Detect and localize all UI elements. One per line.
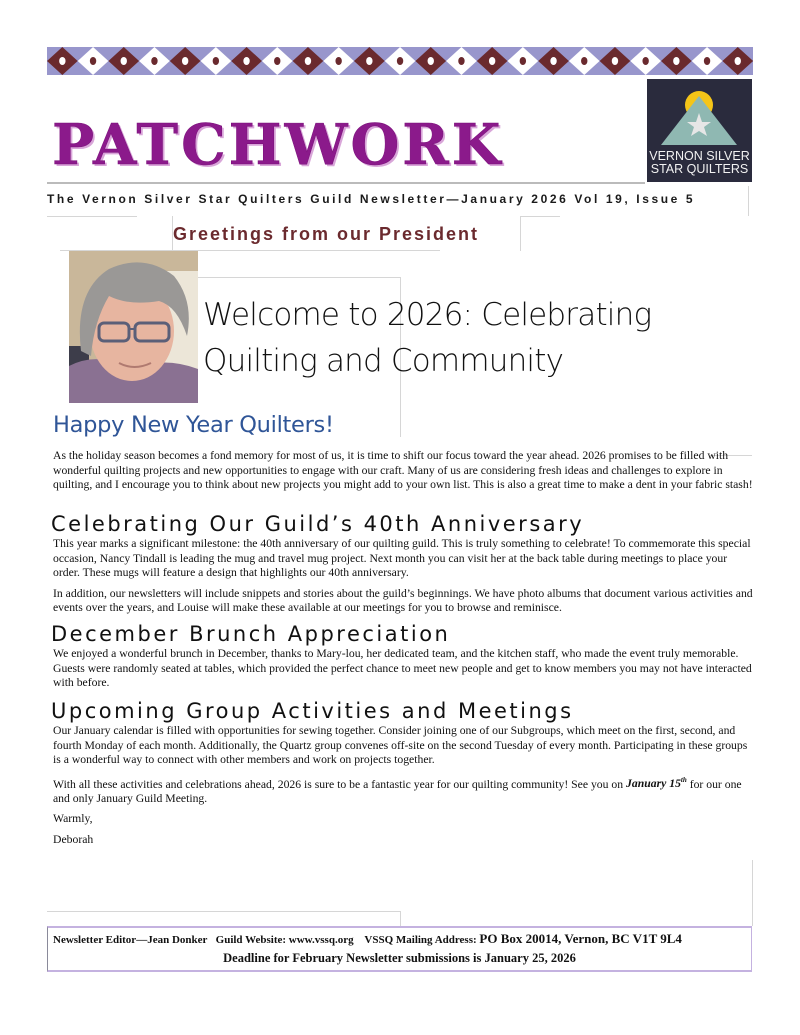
paragraph: Our January calendar is filled with opportunities for sewing together. Consider joining one of our Subgroups, which meet on the first, second, and fourth Monday of each month. Additionally, the Quartz group convenes off-site on the second Tuesday of every month. Participating in these groups is a wonderful way to connect with other members and work on projects together. [53,724,748,766]
banner-dot [397,57,403,65]
intro-paragraph [53,449,753,499]
frame-divider [400,911,401,927]
paragraph: This year marks a significant milestone: the 40th anniversary of our quilting guild. This is truly something to celebrate! To commemorate this special occasion, Nancy Tindall is leading the mug and travel mug project. Next month you can visit her at the back table during meetings to place your order. These mugs will feature a design that highlights our 40th anniversary. [53,537,751,579]
editor-credit: Newsletter Editor—Jean Donker [53,934,208,946]
banner-dot [90,57,96,65]
paragraph: We enjoyed a wonderful brunch in December, thanks to Mary-lou, her dedicated team, and the kitchen staff, who made the event truly memorable. Guests were randomly seated at tables, which provided the perfect chance to meet new people and get to know members you may not have interacted with before. [53,647,752,689]
feature-headline-line2: Quilting and Community [203,343,564,379]
frame-divider [520,216,521,251]
banner-dot [735,57,741,65]
logo-text-line2: STAR QUILTERS [650,162,749,176]
meeting-date [626,777,687,790]
banner-dot [612,57,618,65]
banner-dot [673,57,679,65]
newsletter-footer [47,926,752,972]
guild-logo [647,79,752,182]
frame-divider [47,911,400,912]
banner-dot [520,57,526,65]
portrait-image-icon [69,251,198,403]
mailing-address: PO Box 20014, Vernon, BC V1T 9L4 [479,931,682,946]
frame-divider [748,186,749,216]
date-suffix: th [680,776,687,785]
closing-paragraph [53,774,753,807]
footer-contact-line [53,931,682,947]
newsletter-title: PATCHWORK [52,112,504,178]
feature-headline-line1: Welcome to 2026: Celebrating [203,297,652,333]
submission-deadline: Deadline for February Newsletter submissions is January 25, 2026 [223,951,576,965]
logo-text-line1: VERNON SILVER [649,149,750,163]
guild-website-link[interactable]: Guild Website: www.vssq.org [215,934,354,946]
banner-dot [305,57,311,65]
section-label: Greetings from our President [173,224,480,244]
section-body-anniversary [53,537,753,622]
banner-dot [642,57,648,65]
newsletter-subtitle: The Vernon Silver Star Quilters Guild Newsletter—January 2026 Vol 19, Issue 5 [47,192,696,206]
banner-dot [335,57,341,65]
banner-dot [243,57,249,65]
frame-divider [198,277,401,278]
banner-dot [581,57,587,65]
section-heading-anniversary: Celebrating Our Guild’s 40th Anniversary [51,512,585,536]
signoff: Warmly, [53,812,93,826]
banner-dot [121,57,127,65]
section-body-activities [53,724,753,853]
frame-divider [47,216,137,217]
paragraph: As the holiday season becomes a fond memory for most of us, it is time to shift our focus toward the year ahead. 2026 promises to be filled with wonderful quilting projects and new opportunities to engage with our craft. Many of us are considering fresh ideas and challenges to explore in quilting, and I encourage you to think about new projects you might add to your own list. This is also a great time to make a dent in your fabric stash! [53,449,753,491]
president-photo [69,251,198,403]
banner-dot [366,57,372,65]
signature: Deborah [53,832,94,846]
banner-dot [182,57,188,65]
banner-dot [428,57,434,65]
diamond-pattern-icon [47,47,753,75]
closing-text-end: for our one and only January Guild Meeting. [53,777,742,805]
closing-text: With all these activities and celebrations ahead, 2026 is sure to be a fantastic year for our quilting community! See you on [53,777,627,791]
feature-headline [203,292,651,384]
mountain-star-sun-icon [647,79,752,149]
frame-divider [520,216,560,217]
banner-dot [213,57,219,65]
title-divider [47,182,645,184]
paragraph: In addition, our newsletters will include snippets and stories about the guild’s beginnings. We have photo albums that document various activities and events over the years, and Louise will make these available at our meetings for you to browse and reminisce. [53,586,753,614]
banner-dot [550,57,556,65]
meeting-date-text: January 15 [626,777,681,791]
banner-dot [704,57,710,65]
intro-heading: Happy New Year Quilters! [53,412,334,438]
banner-dot [59,57,65,65]
banner-dot [151,57,157,65]
section-heading-activities: Upcoming Group Activities and Meetings [51,699,574,723]
banner-dot [489,57,495,65]
section-body-brunch [53,647,753,697]
decorative-diamond-banner [47,47,753,75]
section-heading-brunch: December Brunch Appreciation [51,622,451,646]
frame-divider [752,860,753,926]
mailing-address-label: VSSQ Mailing Address: [364,934,477,946]
banner-dot [458,57,464,65]
banner-dot [274,57,280,65]
